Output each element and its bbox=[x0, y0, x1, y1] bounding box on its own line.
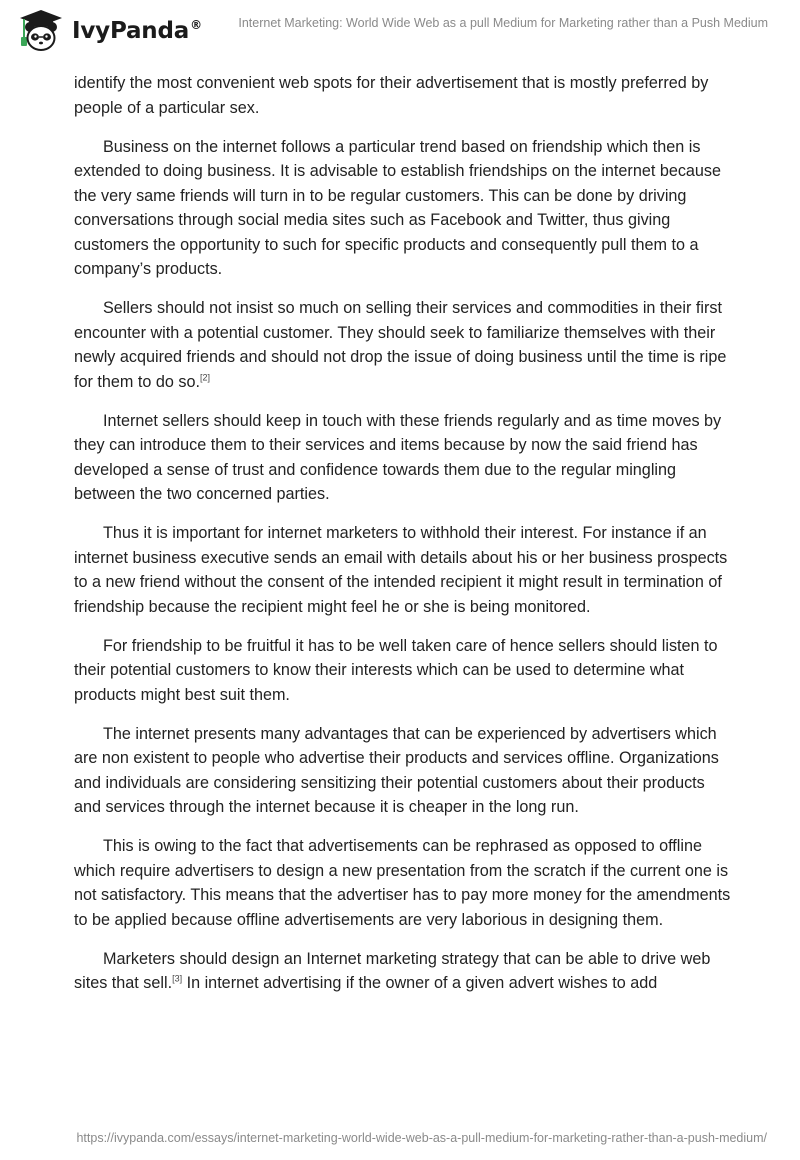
ivypanda-logo[interactable] bbox=[14, 8, 202, 54]
document-title: Internet Marketing: World Wide Web as a pull Medium for Marketing rather than a Push Medium bbox=[238, 16, 768, 30]
paragraph bbox=[74, 521, 734, 619]
paragraph bbox=[74, 296, 734, 394]
paragraph-text: The internet presents many advantages that can be experienced by advertisers which are non existent to people who advertise their products and services offline. Organizations and individuals are considering sensitizing their potential customers about their products and services through the internet because it is cheaper in the long run. bbox=[74, 724, 719, 816]
paragraph bbox=[74, 947, 734, 996]
paragraph bbox=[74, 409, 734, 507]
paragraph bbox=[74, 834, 734, 932]
registered-mark: ® bbox=[190, 18, 202, 33]
brand-text: IvyPanda bbox=[72, 18, 190, 44]
paragraph-text: In internet advertising if the owner of a given advert wishes to add bbox=[182, 974, 658, 992]
essay-body bbox=[74, 71, 734, 1010]
paragraph bbox=[74, 722, 734, 820]
paragraph-text: Internet sellers should keep in touch with these friends regularly and as time moves by they can introduce them to their services and items because by now the said friend has developed a sense of trust and confidence towards them due to the regular mingling between the two concerned parties. bbox=[74, 411, 722, 503]
paragraph-text: This is owing to the fact that advertisements can be rephrased as opposed to offline which require advertisers to design a new presentation from the scratch if the current one is not satisfactory. This means that the advertiser has to pay more money for the amendments to be applied because offline advertisements are very laborious in designing them. bbox=[74, 837, 731, 929]
brand-name bbox=[72, 18, 202, 44]
footnote-reference-link[interactable]: [3] bbox=[172, 973, 183, 984]
paragraph-text: Marketers should design an Internet marketing strategy that can be able to drive web sites that sell. bbox=[74, 949, 711, 992]
paragraph bbox=[74, 634, 734, 708]
paragraph-text: For friendship to be fruitful it has to be well taken care of hence sellers should listen to their potential customers to know their interests which can be used to determine what products might best suit them. bbox=[74, 636, 718, 704]
paragraph-text: Thus it is important for internet marketers to withhold their interest. For instance if an internet business executive sends an email with details about his or her business prospects to a new friend without the consent of the intended recipient it might result in termination of friendship because the recipient might feel he or she is being monitored. bbox=[74, 524, 728, 616]
paragraph-text: identify the most convenient web spots for their advertisement that is mostly preferred by people of a particular sex. bbox=[74, 74, 709, 117]
source-url[interactable]: https://ivypanda.com/essays/internet-marketing-world-wide-web-as-a-pull-medium-for-marketing-rather-than-a-push-medium/ bbox=[76, 1131, 767, 1145]
panda-graduate-icon bbox=[14, 8, 68, 54]
paragraph-text: Sellers should not insist so much on selling their services and commodities in their first encounter with a potential customer. They should seek to familiarize themselves with their newly acquired friends and should not drop the issue of doing business until the time is ripe for them to do so. bbox=[74, 299, 727, 391]
paragraph-text: Business on the internet follows a particular trend based on friendship which then is extended to doing business. It is advisable to establish friendships on the internet because the very same friends will turn in to be regular customers. This can be done by driving conversations through social media sites such as Facebook and Twitter, thus giving customers the opportunity to such for specific products and consequently pull them to a company’s products. bbox=[74, 137, 722, 278]
page-header bbox=[0, 0, 800, 60]
footnote-reference-link[interactable]: [2] bbox=[199, 372, 210, 383]
paragraph bbox=[74, 135, 734, 282]
paragraph bbox=[74, 71, 734, 120]
